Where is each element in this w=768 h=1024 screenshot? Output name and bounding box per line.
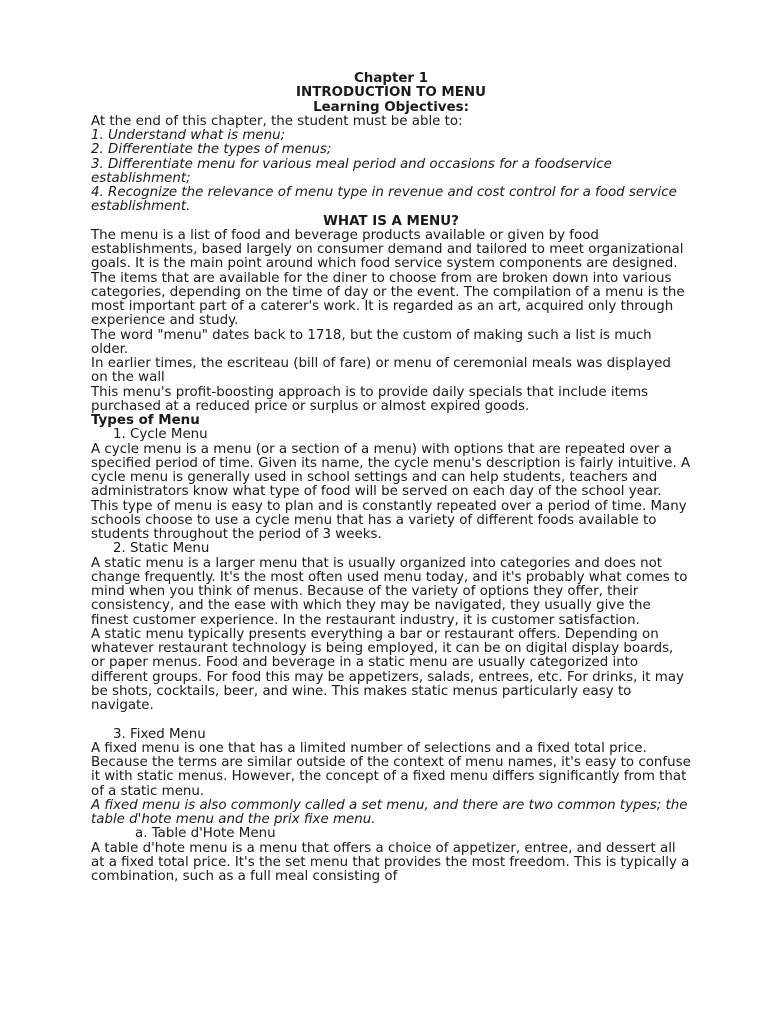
chapter-title: INTRODUCTION TO MENU <box>296 85 486 101</box>
paragraph: A static menu is a larger menu that is usually organized into categories and does not change frequently. It's the most often used menu today, and it's probably what comes to mind when you think of menus. Because of the variety of options they offer, their consistency, and the ease with which they may be navigated, they usually give the finest customer experience. In the restaurant industry, it is customer satisfaction. <box>91 555 688 628</box>
paragraph-note: A fixed menu is also commonly called a set menu, and there are two common types; the table d'hote menu and the prix fixe menu. <box>91 797 688 827</box>
section-heading-what-is-menu: WHAT IS A MENU? <box>323 213 459 229</box>
chapter-number: Chapter 1 <box>353 71 429 86</box>
blank-line <box>91 713 691 727</box>
objectives-intro: At the end of this chapter, the student must be able to: <box>91 113 463 129</box>
paragraph: A static menu typically presents everything a bar or restaurant offers. Depending on whatever restaurant technology is being employed, it can be on digital display boards, or paper menus. Food and beverage in a static menu are usually categorized into different groups. For food this may be appetizers, salads, entrees, etc. For drinks, it may be shots, cocktails, beer, and wine. This makes static menus particularly easy to navigate. <box>91 626 684 713</box>
list-item-static-menu: 2. Static Menu <box>113 541 210 557</box>
list-item-cycle-menu: 1. Cycle Menu <box>113 427 208 443</box>
paragraph: A cycle menu is a menu (or a section of a menu) with options that are repeated over a specified period of time. Given its name, the cycle menu's description is fairly intuitive. A cycle menu is generally used in school settings and can help students, teachers and administrators know what type of food will be served on each day of the school year. This type of menu is easy to plan and is constantly repeated over a period of time. Many schools choose to use a cycle menu that has a variety of different foods available to students throughout the period of 3 weeks. <box>91 441 691 542</box>
objective-item: 1. Understand what is menu; <box>91 128 286 143</box>
document-page <box>91 72 691 884</box>
paragraph: A table d'hote menu is a menu that offers a choice of appetizer, entree, and dessert all at a fixed total price. It's the set menu that provides the most freedom. This is typically a combination, such as a full meal consisting of <box>91 840 690 884</box>
paragraph: This menu's profit-boosting approach is to provide daily specials that include items purchased at a reduced price or surplus or almost expired goods. <box>91 384 649 414</box>
objective-item: 3. Differentiate menu for various meal period and occasions for a foodservice establishment; <box>91 156 612 186</box>
sub-item-table-d-hote: a. Table d'Hote Menu <box>135 826 276 842</box>
objective-item: 4. Recognize the relevance of menu type in revenue and cost control for a food service establishment. <box>91 185 677 215</box>
paragraph: In earlier times, the escriteau (bill of fare) or menu of ceremonial meals was displayed on the wall <box>91 356 671 386</box>
section-heading-types: Types of Menu <box>91 413 200 428</box>
objective-item: 2. Differentiate the types of menus; <box>91 142 332 158</box>
paragraph: A fixed menu is one that has a limited number of selections and a fixed total price. Because the terms are similar outside of the context of menu names, it's easy to confuse it with static menus. However, the concept of a fixed menu differs significantly from that of a static menu. <box>91 740 691 799</box>
paragraph: The word "menu" dates back to 1718, but the custom of making such a list is much older. <box>91 327 652 357</box>
objectives-heading: Learning Objectives: <box>313 99 469 115</box>
paragraph: The menu is a list of food and beverage products available or given by food establishments, based largely on consumer demand and tailored to meet organizational goals. It is the main point around which food service system components are designed. The items that are available for the diner to choose from are broken down into various categories, depending on the time of day or the event. The compilation of a menu is the most important part of a caterer's work. It is regarded as an art, acquired only through experience and study. <box>91 227 685 329</box>
list-item-fixed-menu: 3. Fixed Menu <box>113 726 206 742</box>
